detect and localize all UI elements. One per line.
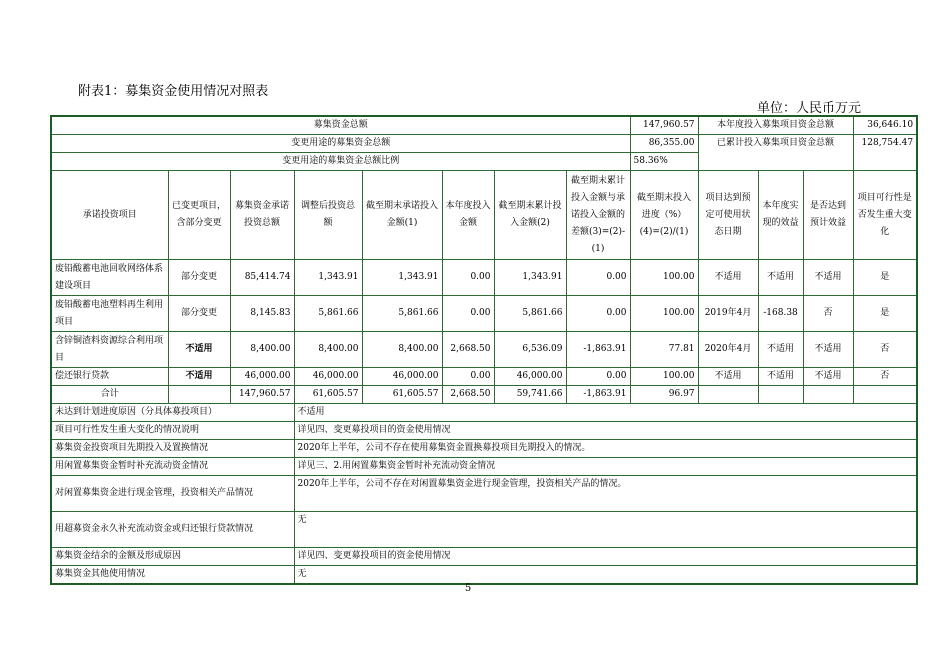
cell-year: 0.00 xyxy=(442,260,494,296)
note-value: 详见三、2.用闲置募集资金暂时补充流动资金情况 xyxy=(294,458,917,476)
total-value: 147,960.57 xyxy=(630,116,698,135)
cum-invest-value: 128,754.47 xyxy=(853,135,917,171)
cell-cumulative: 46,000.00 xyxy=(494,368,566,386)
note-label: 用闲置募集资金暂时补充流动资金情况 xyxy=(51,458,294,476)
total-progress: 96.97 xyxy=(630,386,698,404)
cell-adjusted: 8,400.00 xyxy=(294,332,362,368)
cell-year: 0.00 xyxy=(442,368,494,386)
total-year: 2,668.50 xyxy=(442,386,494,404)
table-row xyxy=(51,368,917,386)
note-value: 详见四、变更募投项目的资金使用情况 xyxy=(294,548,917,566)
header-cumulative: 截至期末累计投入金额(2) xyxy=(494,171,566,260)
cell-adjusted: 1,343.91 xyxy=(294,260,362,296)
cell-reached: 否 xyxy=(803,296,853,332)
header-row xyxy=(51,171,917,260)
header-commit: 募集资金承诺投资总额 xyxy=(230,171,294,260)
cell-progress: 100.00 xyxy=(630,368,698,386)
cell-diff: 0.00 xyxy=(566,368,630,386)
note-value: 详见四、变更募投项目的资金使用情况 xyxy=(294,422,917,440)
table-row xyxy=(51,332,917,368)
year-invest-value: 36,646.10 xyxy=(853,116,917,135)
total-label: 募集资金总额 xyxy=(51,116,630,135)
total-promised: 61,605.57 xyxy=(362,386,442,404)
cell-cumulative: 6,536.09 xyxy=(494,332,566,368)
cell-year: 2,668.50 xyxy=(442,332,494,368)
table-row xyxy=(51,296,917,332)
cell-date: 2020年4月 xyxy=(698,332,758,368)
cell-feasible: 否 xyxy=(853,332,917,368)
total-commit: 147,960.57 xyxy=(230,386,294,404)
cell-adjusted: 5,861.66 xyxy=(294,296,362,332)
total-adjusted: 61,605.57 xyxy=(294,386,362,404)
total-row-label: 合计 xyxy=(51,386,168,404)
cell-benefit: 不适用 xyxy=(758,332,803,368)
project-name: 偿还银行贷款 xyxy=(51,368,168,386)
changed-ratio-value: 58.36% xyxy=(630,153,698,171)
cell-changed: 部分变更 xyxy=(168,260,230,296)
cell-diff: 0.00 xyxy=(566,296,630,332)
header-progress: 截至期末投入进度（%）(4)=(2)/(1) xyxy=(630,171,698,260)
note-label: 募集资金结余的金额及形成原因 xyxy=(51,548,294,566)
summary-row-changed xyxy=(51,135,917,153)
total-row xyxy=(51,386,917,404)
page-title: 附表1：募集资金使用情况对照表 xyxy=(78,84,269,99)
cell-changed: 部分变更 xyxy=(168,296,230,332)
note-value: 不适用 xyxy=(294,404,917,422)
cell-date: 不适用 xyxy=(698,260,758,296)
header-feasible: 项目可行性是否发生重大变化 xyxy=(853,171,917,260)
project-name: 废铅酸蓄电池塑料再生利用项目 xyxy=(51,296,168,332)
cell-changed: 不适用 xyxy=(168,332,230,368)
cell-promised: 5,861.66 xyxy=(362,296,442,332)
header-diff: 截至期末累计投入金额与承诺投入金额的差额(3)=(2)-(1) xyxy=(566,171,630,260)
note-row xyxy=(51,476,917,512)
note-row xyxy=(51,512,917,548)
header-year: 本年度投入金额 xyxy=(442,171,494,260)
note-value: 2020年上半年，公司不存在对闲置募集资金进行现金管理，投资相关产品的情况。 xyxy=(294,476,917,512)
cell-progress: 100.00 xyxy=(630,296,698,332)
year-invest-label: 本年度投入募集项目资金总额 xyxy=(698,116,853,135)
header-project: 承诺投资项目 xyxy=(51,171,168,260)
note-label: 用超募资金永久补充流动资金或归还银行贷款情况 xyxy=(51,512,294,548)
header-date: 项目达到预定可使用状态日期 xyxy=(698,171,758,260)
total-diff: -1,863.91 xyxy=(566,386,630,404)
note-value: 无 xyxy=(294,566,917,585)
note-row xyxy=(51,566,917,585)
note-label: 募集资金其他使用情况 xyxy=(51,566,294,585)
cell-cumulative: 5,861.66 xyxy=(494,296,566,332)
unit-label: 单位：人民币万元 xyxy=(757,101,862,116)
table-row xyxy=(51,260,917,296)
note-value: 2020年上半年，公司不存在使用募集资金置换募投项目先期投入的情况。 xyxy=(294,440,917,458)
cell-year: 0.00 xyxy=(442,296,494,332)
note-row xyxy=(51,404,917,422)
note-row xyxy=(51,548,917,566)
cell-commit: 85,414.74 xyxy=(230,260,294,296)
total-empty-reached xyxy=(803,386,853,404)
note-value: 无 xyxy=(294,512,917,548)
total-cumulative: 59,741.66 xyxy=(494,386,566,404)
cell-reached: 不适用 xyxy=(803,260,853,296)
changed-label: 变更用途的募集资金总额 xyxy=(51,135,630,153)
total-empty-feasible xyxy=(853,386,917,404)
note-label: 募集资金投资项目先期投入及置换情况 xyxy=(51,440,294,458)
cell-reached: 不适用 xyxy=(803,332,853,368)
note-label: 未达到计划进度原因（分具体募投项目） xyxy=(51,404,294,422)
cell-commit: 46,000.00 xyxy=(230,368,294,386)
cell-adjusted: 46,000.00 xyxy=(294,368,362,386)
cell-promised: 8,400.00 xyxy=(362,332,442,368)
cell-progress: 77.81 xyxy=(630,332,698,368)
cell-feasible: 是 xyxy=(853,260,917,296)
note-label: 项目可行性发生重大变化的情况说明 xyxy=(51,422,294,440)
note-row xyxy=(51,458,917,476)
cell-changed: 不适用 xyxy=(168,368,230,386)
project-name: 含锌铜渣料资源综合利用项目 xyxy=(51,332,168,368)
summary-row-total xyxy=(51,116,917,135)
cell-promised: 1,343.91 xyxy=(362,260,442,296)
cell-progress: 100.00 xyxy=(630,260,698,296)
project-name: 废铅酸蓄电池回收网络体系建设项目 xyxy=(51,260,168,296)
note-row xyxy=(51,440,917,458)
header-promised: 截至期末承诺投入金额(1) xyxy=(362,171,442,260)
cell-commit: 8,145.83 xyxy=(230,296,294,332)
note-row xyxy=(51,422,917,440)
header-benefit: 本年度实现的效益 xyxy=(758,171,803,260)
total-row-empty xyxy=(168,386,230,404)
cell-cumulative: 1,343.91 xyxy=(494,260,566,296)
note-label: 对闲置募集资金进行现金管理，投资相关产品情况 xyxy=(51,476,294,512)
header-adjusted: 调整后投资总额 xyxy=(294,171,362,260)
cell-diff: -1,863.91 xyxy=(566,332,630,368)
changed-value: 86,355.00 xyxy=(630,135,698,153)
cell-benefit: -168.38 xyxy=(758,296,803,332)
total-empty-date xyxy=(698,386,758,404)
cell-promised: 46,000.00 xyxy=(362,368,442,386)
cell-feasible: 否 xyxy=(853,368,917,386)
cell-feasible: 是 xyxy=(853,296,917,332)
header-changed: 已变更项目，含部分变更 xyxy=(168,171,230,260)
cell-benefit: 不适用 xyxy=(758,260,803,296)
header-reached: 是否达到预计效益 xyxy=(803,171,853,260)
cell-benefit: 不适用 xyxy=(758,368,803,386)
cell-diff: 0.00 xyxy=(566,260,630,296)
changed-ratio-label: 变更用途的募集资金总额比例 xyxy=(51,153,630,171)
fund-usage-table xyxy=(50,115,918,585)
cell-commit: 8,400.00 xyxy=(230,332,294,368)
cell-reached: 不适用 xyxy=(803,368,853,386)
cell-date: 不适用 xyxy=(698,368,758,386)
cum-invest-label: 已累计投入募集项目资金总额 xyxy=(698,135,853,171)
cell-date: 2019年4月 xyxy=(698,296,758,332)
page-number: 5 xyxy=(464,583,472,594)
total-empty-benefit xyxy=(758,386,803,404)
